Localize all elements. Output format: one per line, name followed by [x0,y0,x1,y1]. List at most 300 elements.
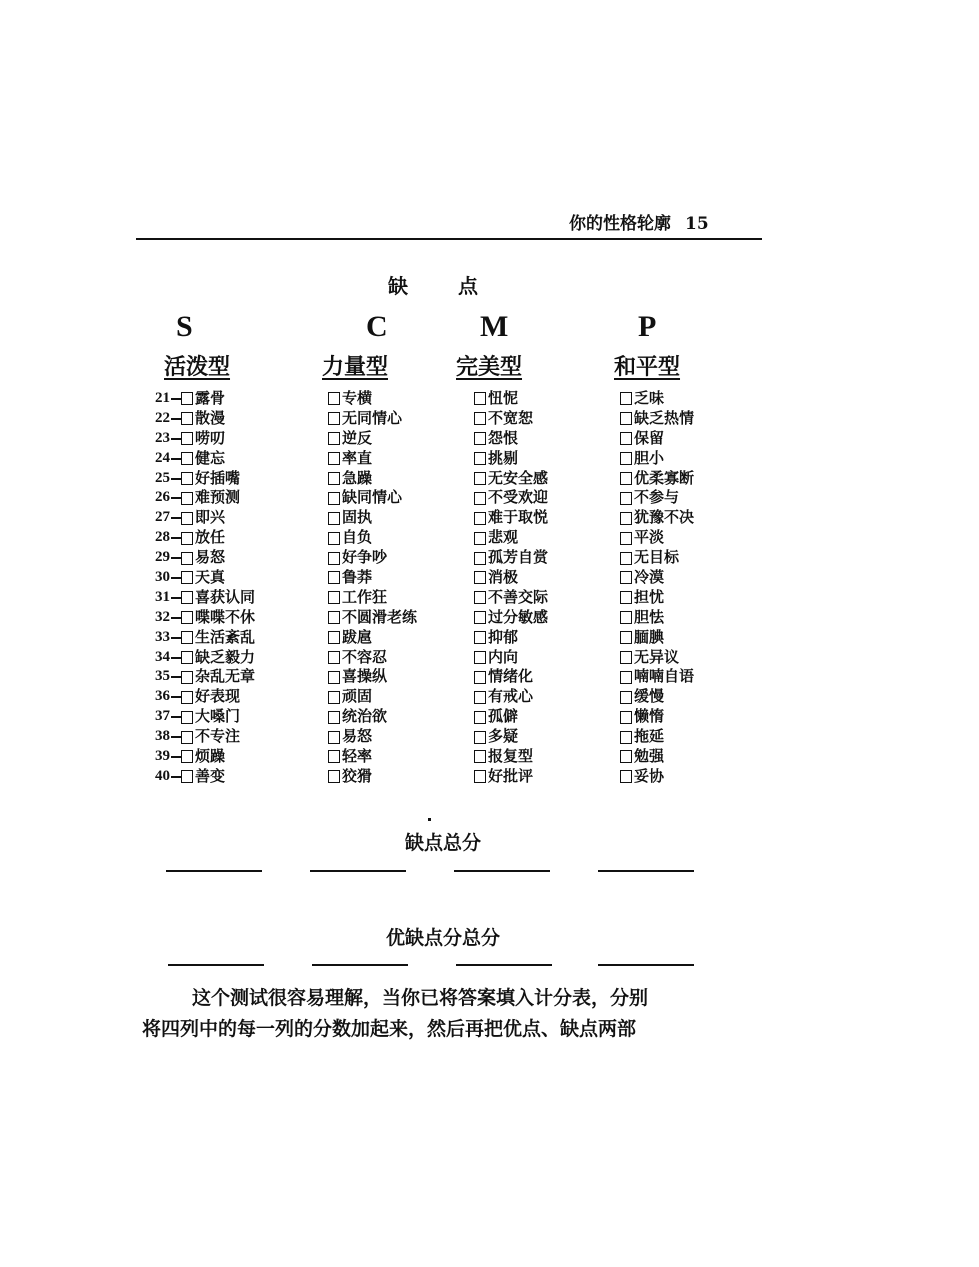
trait-label: 报复型 [488,747,534,766]
checkbox[interactable] [620,651,632,664]
checklist-row [474,727,548,747]
checkbox[interactable] [181,671,193,684]
checklist-row [474,389,548,409]
checklist-row [474,608,548,628]
checkbox[interactable] [474,432,486,445]
column-type-c: 力量型 [322,354,389,380]
trait-label: 平淡 [634,528,665,547]
checkbox[interactable] [620,452,632,465]
checkbox[interactable] [474,571,486,584]
weakness-total-blank-s[interactable] [166,870,262,872]
trait-label: 孤僻 [488,707,519,726]
checkbox[interactable] [620,671,632,684]
checkbox[interactable] [620,412,632,425]
running-header [569,209,709,234]
checkbox[interactable] [474,412,486,425]
checkbox[interactable] [328,452,340,465]
checklist-row [620,707,694,727]
grand-total-blank-c[interactable] [312,964,408,966]
trait-label: 好争吵 [342,548,388,567]
checkbox[interactable] [328,651,340,664]
checklist-row [328,449,417,469]
checkbox[interactable] [181,750,193,763]
column-letter-p: P [638,310,657,343]
checklist-row [328,727,417,747]
trait-label: 善变 [195,766,226,785]
checklist-row [474,667,548,687]
grand-total-blank-s[interactable] [168,964,264,966]
trait-label: 不专注 [195,727,241,746]
trait-label: 健忘 [195,448,226,467]
row-number: 40 [155,767,170,784]
row-number: 32 [155,608,170,625]
checklist-row [328,648,417,668]
checklist-row [474,767,548,787]
trait-label: 无同情心 [342,408,403,427]
checklist-row [620,648,694,668]
checklist-row [142,449,255,469]
trait-label: 好表现 [195,687,241,706]
trait-label: 无异议 [634,647,680,666]
row-number: 25 [155,469,170,486]
checklist-row [474,687,548,707]
checkbox[interactable] [328,711,340,724]
checklist-row [620,409,694,429]
checklist-row [620,469,694,489]
column-type-m: 完美型 [456,354,523,380]
trait-label: 孤芳自赏 [488,548,549,567]
checkbox[interactable] [620,691,632,704]
checklist-row [328,508,417,528]
trait-label: 工作狂 [342,587,388,606]
trait-label: 挑剔 [488,448,519,467]
checkbox[interactable] [328,731,340,744]
checkbox[interactable] [328,691,340,704]
checklist-row [328,548,417,568]
row-dash [171,716,181,718]
trait-label: 顽固 [342,687,373,706]
checklist-row [142,568,255,588]
checklist-row [620,628,694,648]
checkbox[interactable] [474,472,486,485]
row-number: 37 [155,708,170,725]
checkbox[interactable] [620,392,632,405]
row-number: 38 [155,728,170,745]
trait-label: 内向 [488,647,519,666]
trait-label: 大嗓门 [195,707,241,726]
checklist-row [474,707,548,727]
checklist-row [620,588,694,608]
trait-label: 妥协 [634,766,665,785]
checklist-row [474,429,548,449]
trait-label: 专横 [342,389,373,407]
trait-label: 胆小 [634,448,665,467]
checkbox[interactable] [181,472,193,485]
trait-label: 懒惰 [634,707,665,726]
checkbox[interactable] [620,711,632,724]
checklist-row [620,488,694,508]
checklist-row [474,409,548,429]
checkbox[interactable] [328,750,340,763]
column-letter-s: S [176,310,193,343]
trait-label: 过分敏感 [488,607,549,626]
trait-label: 悲观 [488,528,519,547]
trait-label: 勉强 [634,747,665,766]
trait-label: 固执 [342,508,373,527]
checklist-row [142,747,255,767]
checklist-row [620,548,694,568]
checkbox[interactable] [328,631,340,644]
trait-label: 易怒 [342,727,373,746]
checkbox[interactable] [328,512,340,525]
checklist-row [474,469,548,489]
checkbox[interactable] [474,631,486,644]
trait-label: 不参与 [634,488,680,507]
row-number: 30 [155,569,170,586]
trait-label: 好插嘴 [195,468,241,487]
checklist-row [474,508,548,528]
checkbox[interactable] [181,591,193,604]
checklist-row [142,707,255,727]
checklist-row [328,767,417,787]
trait-label: 缺乏毅力 [195,647,256,666]
row-dash [171,736,181,738]
column-letter-c: C [366,310,388,343]
trait-label: 易怒 [195,548,226,567]
checklist-row [142,389,255,409]
checklist-row [328,628,417,648]
checklist-row [328,667,417,687]
checklist-row [142,508,255,528]
column-type-p: 和平型 [614,354,681,380]
checkbox[interactable] [181,631,193,644]
checklist-row [620,449,694,469]
paragraph-line-2: 将四列中的每一列的分数加起来，然后再把优点、缺点两部 [142,1018,637,1040]
checkbox[interactable] [181,711,193,724]
checklist-row [620,667,694,687]
checkbox[interactable] [474,671,486,684]
trait-label: 冷漠 [634,568,665,587]
row-dash [171,438,181,440]
checklist-row [142,648,255,668]
checklist-row [328,488,417,508]
weakness-total-blank-m[interactable] [454,870,550,872]
checkbox[interactable] [620,571,632,584]
row-number: 26 [155,489,170,506]
checklist-row [474,449,548,469]
checkbox[interactable] [181,412,193,425]
trait-label: 喜获认同 [195,587,256,606]
checklist-row [142,767,255,787]
checkbox[interactable] [474,691,486,704]
checklist-row [328,747,417,767]
grand-total-label: 优缺点分总分 [386,927,501,949]
row-dash [171,676,181,678]
checkbox[interactable] [620,492,632,505]
trait-label: 露骨 [195,389,226,407]
checklist-row [620,508,694,528]
checklist-row [142,469,255,489]
checkbox[interactable] [181,611,193,624]
checklist-row [328,687,417,707]
trait-label: 喜操纵 [342,667,388,686]
trait-label: 胆怯 [634,607,665,626]
trait-label: 好批评 [488,766,534,785]
row-dash [171,577,181,579]
trait-label: 情绪化 [488,667,534,686]
trait-label: 鲁莽 [342,568,373,587]
section-title: 缺点 [388,274,528,298]
trait-label: 难预测 [195,488,241,507]
trait-label: 无安全感 [488,468,549,487]
row-number: 27 [155,509,170,526]
trait-label: 天真 [195,568,226,587]
trait-label: 保留 [634,428,665,447]
trait-label: 不善交际 [488,587,549,606]
checkbox[interactable] [328,552,340,565]
checkbox[interactable] [474,651,486,664]
trait-label: 腼腆 [634,627,665,646]
trait-label: 即兴 [195,508,226,527]
checklist-row [328,409,417,429]
checklist-row [328,429,417,449]
checkbox[interactable] [620,591,632,604]
checkbox[interactable] [474,750,486,763]
checklist-row [142,488,255,508]
checkbox[interactable] [620,731,632,744]
checkbox[interactable] [620,770,632,783]
checkbox[interactable] [474,392,486,405]
checklist-row [620,429,694,449]
checkbox[interactable] [620,472,632,485]
row-dash [171,458,181,460]
checkbox[interactable] [620,512,632,525]
checkbox[interactable] [181,452,193,465]
trait-label: 拖延 [634,727,665,746]
checklist-row [142,608,255,628]
checkbox[interactable] [620,750,632,763]
trait-label: 优柔寡断 [634,468,695,487]
checkbox[interactable] [328,591,340,604]
row-dash [171,398,181,400]
checkbox[interactable] [620,552,632,565]
checkbox[interactable] [474,532,486,545]
checkbox[interactable] [328,492,340,505]
trait-label: 统治欲 [342,707,388,726]
trait-label: 无目标 [634,548,680,567]
checklist-row [142,548,255,568]
checklist-row [474,747,548,767]
checklist-column-c [328,389,417,787]
trait-label: 唠叨 [195,428,226,447]
checkbox[interactable] [328,412,340,425]
checkbox[interactable] [328,770,340,783]
checklist-row [328,608,417,628]
checklist-row [328,707,417,727]
weakness-total-label: 缺点总分 [405,832,482,854]
checkbox[interactable] [328,432,340,445]
trait-label: 缺乏热情 [634,408,695,427]
checklist-row [328,389,417,409]
row-dash [171,776,181,778]
checkbox[interactable] [474,711,486,724]
trait-label: 消极 [488,568,519,587]
checkbox[interactable] [181,532,193,545]
row-number: 28 [155,529,170,546]
checkbox[interactable] [181,770,193,783]
trait-label: 自负 [342,528,373,547]
checklist-row [328,469,417,489]
paragraph-line-1: 这个测试很容易理解，当你已将答案填入计分表，分别 [192,987,649,1009]
grand-total-blank-p[interactable] [598,964,694,966]
checkbox[interactable] [620,532,632,545]
checklist-row [474,548,548,568]
trait-label: 轻率 [342,747,373,766]
checkbox[interactable] [328,532,340,545]
checkbox[interactable] [474,591,486,604]
trait-label: 急躁 [342,468,373,487]
checkbox[interactable] [181,571,193,584]
column-type-s: 活泼型 [164,354,231,380]
checkbox[interactable] [181,731,193,744]
row-dash [171,696,181,698]
page-number: 15 [685,214,709,234]
checkbox[interactable] [474,731,486,744]
trait-label: 不宽恕 [488,408,534,427]
checklist-row [142,667,255,687]
row-dash [171,637,181,639]
checkbox[interactable] [181,552,193,565]
weakness-total-blank-p[interactable] [598,870,694,872]
row-number: 39 [155,748,170,765]
trait-label: 抑郁 [488,627,519,646]
trait-label: 跋扈 [342,627,373,646]
checklist-row [474,488,548,508]
checkbox[interactable] [328,571,340,584]
checkbox[interactable] [328,671,340,684]
checkbox[interactable] [474,492,486,505]
checkbox[interactable] [620,631,632,644]
trait-label: 率直 [342,448,373,467]
checkbox[interactable] [620,611,632,624]
row-number: 35 [155,668,170,685]
row-number: 21 [155,390,170,406]
row-number: 36 [155,688,170,705]
row-number: 33 [155,628,170,645]
checklist-row [620,767,694,787]
checklist-row [142,528,255,548]
checkbox[interactable] [181,392,193,405]
checklist-row [142,628,255,648]
row-dash [171,418,181,420]
explanation-paragraph [142,983,782,1045]
trait-label: 杂乱无章 [195,667,256,686]
checkbox[interactable] [328,392,340,405]
checkbox[interactable] [181,691,193,704]
trait-label: 担忧 [634,587,665,606]
checklist-row [474,628,548,648]
stray-mark [428,818,431,821]
weakness-total-blank-c[interactable] [310,870,406,872]
checklist-row [620,528,694,548]
header-title: 你的性格轮廓 [569,214,671,234]
trait-label: 缺同情心 [342,488,403,507]
row-number: 29 [155,549,170,566]
row-dash [171,597,181,599]
checkbox[interactable] [181,432,193,445]
trait-label: 生活紊乱 [195,627,256,646]
row-dash [171,478,181,480]
checklist-row [474,568,548,588]
trait-label: 逆反 [342,428,373,447]
checklist-row [142,687,255,707]
checkbox[interactable] [620,432,632,445]
checklist-row [142,409,255,429]
checkbox[interactable] [474,552,486,565]
checkbox[interactable] [328,611,340,624]
checkbox[interactable] [474,452,486,465]
checklist-row [328,528,417,548]
checklist-row [142,588,255,608]
checklist-row [474,588,548,608]
checklist-column-s [142,389,255,787]
row-number: 22 [155,409,170,426]
trait-label: 难于取悦 [488,508,549,527]
trait-label: 乏味 [634,389,665,407]
row-dash [171,517,181,519]
checklist-row [620,687,694,707]
row-dash [171,617,181,619]
checkbox[interactable] [474,770,486,783]
trait-label: 有戒心 [488,687,534,706]
row-number: 34 [155,648,170,665]
checklist-row [474,528,548,548]
checklist-row [328,588,417,608]
checklist-row [620,389,694,409]
trait-label: 不容忍 [342,647,388,666]
header-rule [136,238,762,240]
trait-label: 不圆滑老练 [342,607,418,626]
checkbox[interactable] [181,492,193,505]
trait-label: 狡猾 [342,766,373,785]
trait-label: 缓慢 [634,687,665,706]
trait-label: 喋喋不休 [195,607,256,626]
checkbox[interactable] [474,512,486,525]
trait-label: 忸怩 [488,389,519,407]
checklist-row [474,648,548,668]
checklist-row [142,727,255,747]
row-number: 23 [155,429,170,446]
grand-total-blank-m[interactable] [456,964,552,966]
checkbox[interactable] [181,651,193,664]
trait-label: 散漫 [195,408,226,427]
checkbox[interactable] [474,611,486,624]
row-number: 31 [155,588,170,605]
checkbox[interactable] [328,472,340,485]
row-dash [171,657,181,659]
checklist-row [620,727,694,747]
trait-label: 犹豫不决 [634,508,695,527]
row-dash [171,756,181,758]
checkbox[interactable] [181,512,193,525]
column-letter-m: M [480,310,509,343]
checklist-row [620,568,694,588]
trait-label: 不受欢迎 [488,488,549,507]
checklist-row [620,608,694,628]
checklist-column-p [620,389,694,787]
trait-label: 多疑 [488,727,519,746]
row-dash [171,537,181,539]
